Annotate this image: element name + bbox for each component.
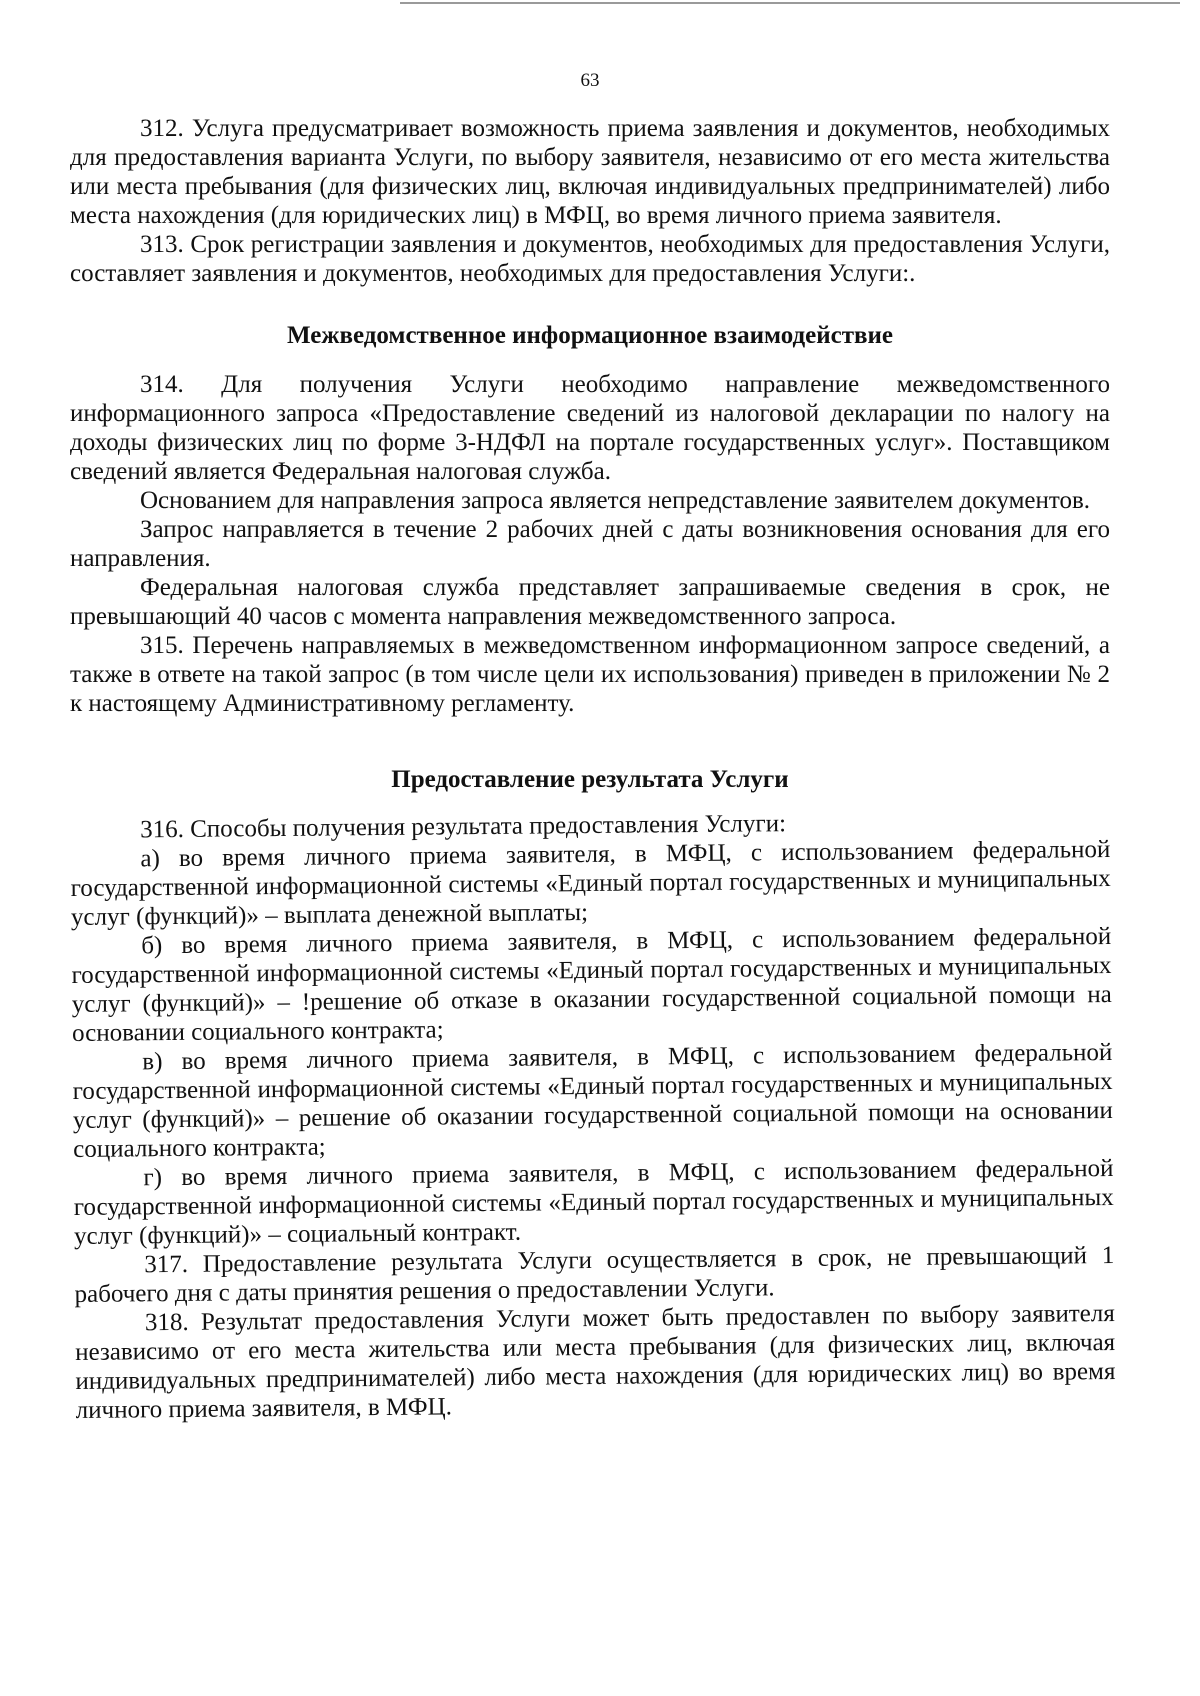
paragraph-basis: Основанием для направления запроса является непредставление заявителем документов. <box>140 487 1091 514</box>
section-heading-result: Предоставление результата Услуги <box>391 766 789 793</box>
paragraph-317: 317. Предоставление результата Услуги осуществляется в срок, не превышающий 1 рабочего дня с даты принятия решения о предоставлении Услуги. <box>74 1241 1115 1308</box>
top-rule <box>400 2 1180 4</box>
paragraph-318: 318. Результат предоставления Услуги может быть предоставлен по выбору заявителя независимо от его места жительства или места пребывания (для физических лиц, включая индивидуальных предпринимателей) либо места нахождения (для юридических лиц) во время личного приема заявителя, в МФЦ. <box>75 1299 1116 1424</box>
paragraph-tax-service: Федеральная налоговая служба представляет запрашиваемые сведения в срок, не превышающий 40 часов с момента направления межведомственного запроса. <box>70 574 1110 630</box>
list-item-a: а) во время личного приема заявителя, в МФЦ, с использованием федеральной государственной информационной системы «Единый портал государственных и муниципальных услуг (функций)» – выплата денежной выплаты; <box>70 836 1111 931</box>
list-item-v: в) во время личного приема заявителя, в МФЦ, с использованием федеральной государственной информационной системы «Единый портал государственных и муниципальных услуг (функций)» – решение об оказании государственной социальной помощи на основании социального контракта; <box>72 1039 1114 1163</box>
paragraph-request-timing: Запрос направляется в течение 2 рабочих дней с даты возникновения основания для его направления. <box>70 516 1110 572</box>
page-number: 63 <box>580 70 600 91</box>
paragraph-313: 313. Срок регистрации заявления и документов, необходимых для предоставления Услуги, составляет заявления и документов, необходимых для предоставления Услуги:. <box>70 231 1110 287</box>
paragraph-314: 314. Для получения Услуги необходимо направление межведомственного информационного запроса «Предоставление сведений из налоговой декларации по налогу на доходы физических лиц по форме 3-НДФЛ на портале государственных услуг». Поставщиком сведений является Федеральная налоговая служба. <box>70 371 1110 485</box>
list-item-b: б) во время личного приема заявителя, в МФЦ, с использованием федеральной государственной информационной системы «Единый портал государственных и муниципальных услуг (функций)» – !решение об отказе в оказании государственной социальной помощи на основании социального контракта; <box>71 923 1112 1047</box>
result-section-body <box>70 806 1116 1425</box>
paragraph-315: 315. Перечень направляемых в межведомственном информационном запросе сведений, а также в ответе на такой запрос (в том числе цели их использования) приведен в приложении № 2 к настоящему Административному регламенту. <box>70 632 1110 717</box>
section-heading-interagency: Межведомственное информационное взаимодействие <box>287 322 893 349</box>
paragraph-312: 312. Услуга предусматривает возможность приема заявления и документов, необходимых для предоставления варианта Услуги, по выбору заявителя, независимо от его места жительства или места пребывания (для физических лиц, включая индивидуальных предпринимателей) либо места нахождения (для юридических лиц) в МФЦ, во время личного приема заявителя. <box>70 115 1110 229</box>
document-body <box>70 114 1116 1425</box>
list-item-g: г) во время личного приема заявителя, в МФЦ, с использованием федеральной государственной информационной системы «Единый портал государственных и муниципальных услуг (функций)» – социальный контракт. <box>73 1155 1114 1250</box>
paragraph-316: 316. Способы получения результата предоставления Услуги: <box>140 810 787 844</box>
